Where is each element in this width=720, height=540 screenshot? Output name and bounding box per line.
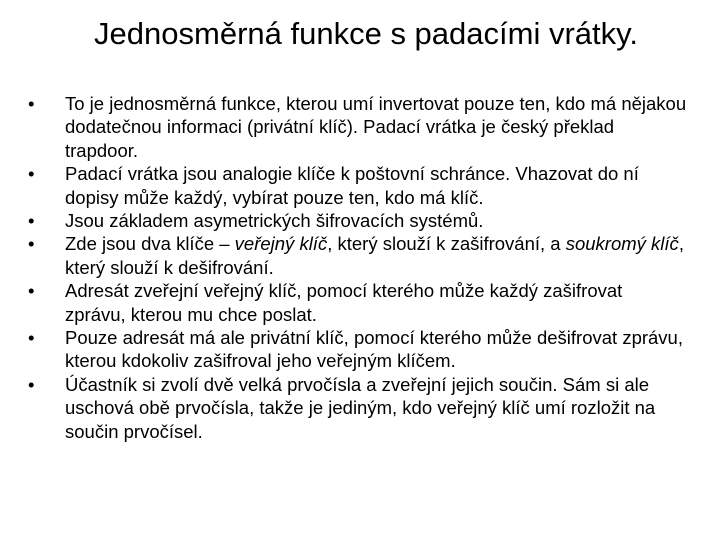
bullet-icon: •	[28, 233, 35, 255]
bullet-text: Jsou základem asymetrických šifrovacích systémů.	[65, 210, 484, 232]
bullet-item	[28, 162, 688, 209]
bullet-item	[28, 279, 688, 326]
bullet-list	[28, 92, 688, 443]
bullet-item	[28, 232, 688, 279]
bullet-item	[28, 209, 688, 232]
bullet-icon: •	[28, 93, 35, 114]
bullet-item	[28, 326, 688, 373]
bullet-text: Adresát zveřejní veřejný klíč, pomocí kterého může každý zašifrovat zprávu, kterou mu chce poslat.	[65, 280, 623, 325]
bullet-text-part: Zde jsou dva klíče –	[65, 233, 235, 255]
bullet-text: Pouze adresát má ale privátní klíč, pomocí kterého může dešifrovat zprávu, kterou kdokoliv zašifroval jeho veřejným klíčem.	[65, 327, 683, 372]
bullet-icon: •	[28, 163, 35, 185]
bullet-icon: •	[28, 373, 35, 395]
bullet-item	[28, 373, 688, 443]
bullet-icon: •	[28, 327, 35, 349]
bullet-icon: •	[28, 210, 35, 232]
bullet-text: Účastník si zvolí dvě velká prvočísla a zveřejní jejich součin. Sám si ale uschová obě prvočísla, takže je jediným, kdo veřejný klíč umí rozložit na součin prvočísel.	[65, 373, 656, 442]
bullet-text-part: , který slouží k dešifrování.	[65, 233, 684, 278]
bullet-text-part: , který slouží k zašifrování, a	[327, 233, 566, 255]
bullet-text	[65, 233, 684, 277]
bullet-text: To je jednosměrná funkce, kterou umí invertovat pouze ten, kdo má nějakou dodatečnou informaci (privátní klíč). Padací vrátka je český překlad trapdoor.	[65, 93, 687, 161]
public-key-term: veřejný klíč	[234, 233, 328, 255]
slide-title: Jednosměrná funkce s padacími vrátky.	[94, 16, 638, 51]
bullet-icon: •	[28, 280, 35, 302]
bullet-text: Padací vrátka jsou analogie klíče k poštovní schránce. Vhazovat do ní dopisy může každý, vybírat pouze ten, kdo má klíč.	[65, 163, 639, 208]
private-key-term: soukromý klíč	[565, 233, 679, 255]
bullet-item	[28, 92, 688, 162]
